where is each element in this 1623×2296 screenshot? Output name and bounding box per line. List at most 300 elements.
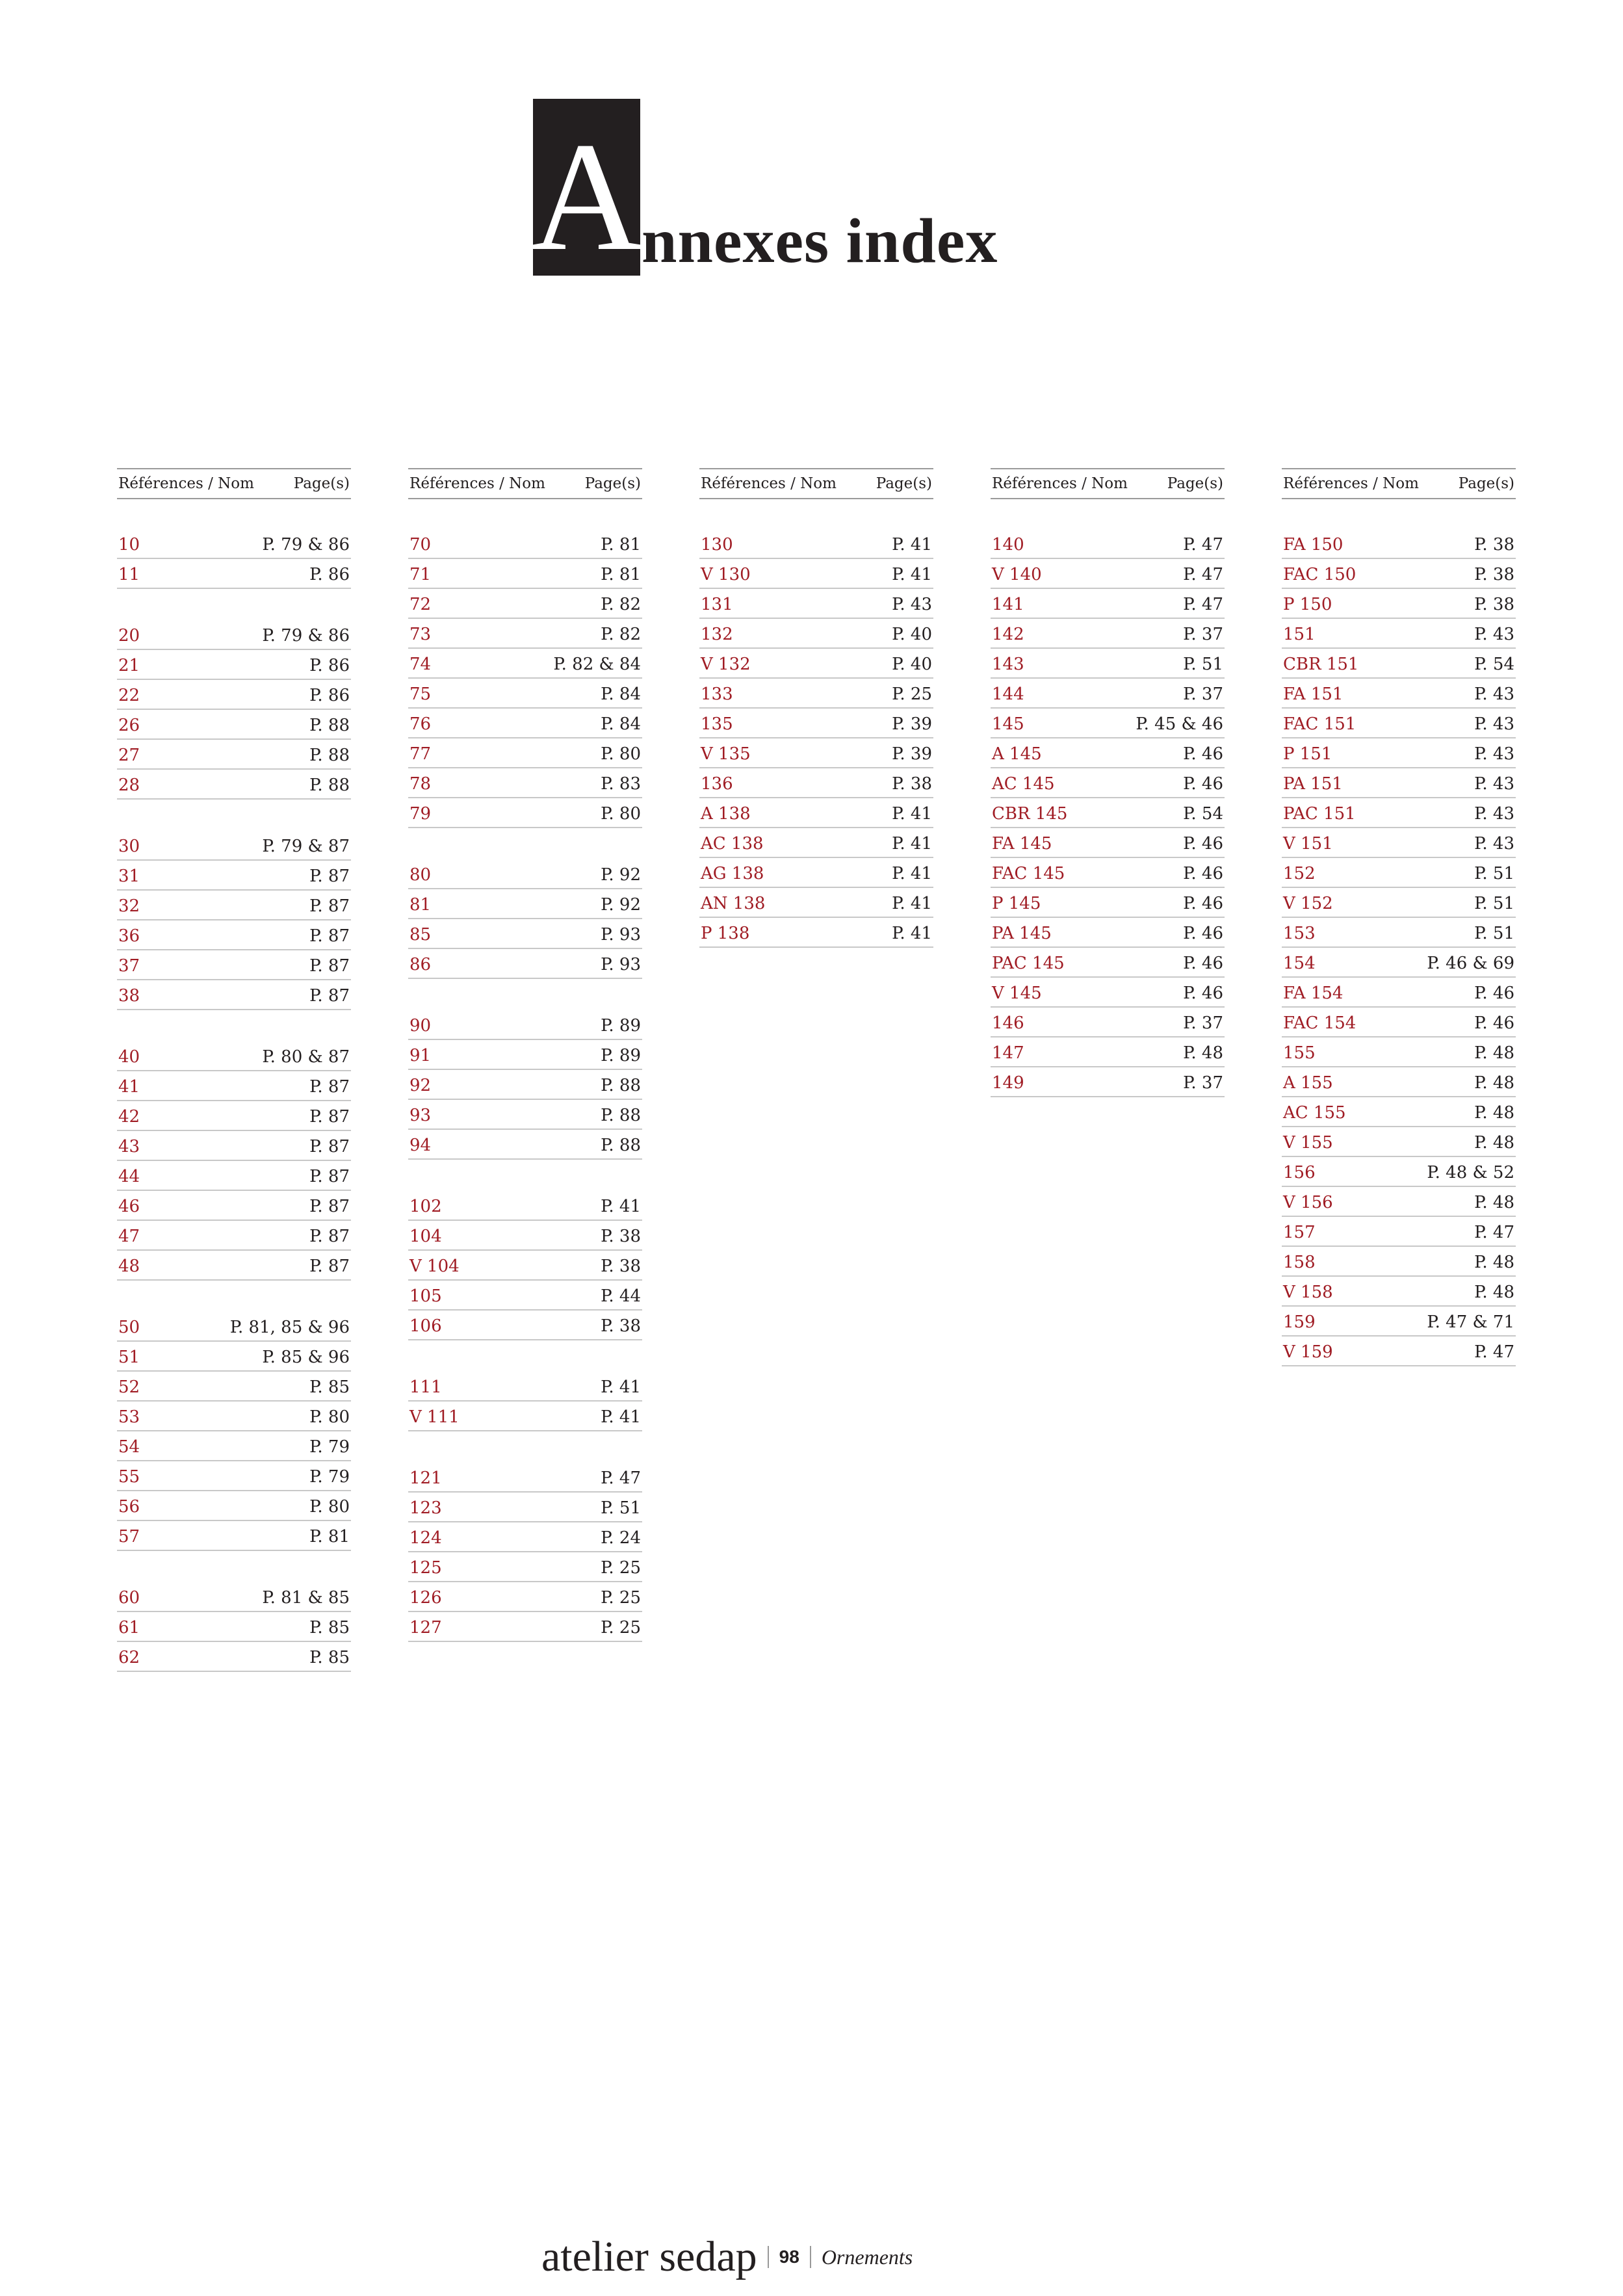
page-ref: P. 38 (892, 774, 932, 794)
reference: 55 (118, 1467, 140, 1487)
page-ref: P. 82 (601, 625, 641, 644)
index-row (1282, 918, 1516, 948)
index-row (1282, 828, 1516, 858)
reference: 57 (118, 1527, 140, 1546)
index-row (117, 1191, 351, 1221)
footer-page-number: 98 (779, 2247, 799, 2267)
page-ref: P. 45 & 46 (1136, 714, 1223, 734)
page-ref: P. 46 (1183, 984, 1223, 1003)
page-ref: P. 82 (601, 595, 641, 614)
page-ref: P. 41 (601, 1377, 641, 1397)
reference: 80 (409, 865, 432, 885)
index-row (408, 1372, 642, 1402)
reference: P 151 (1283, 744, 1332, 764)
reference: 60 (118, 1588, 140, 1608)
index-row (408, 1191, 642, 1221)
header-page-label: Page(s) (293, 475, 350, 492)
page-ref: P. 43 (1474, 774, 1514, 794)
index-row (991, 738, 1225, 768)
index-row (117, 1612, 351, 1642)
index-row (117, 1491, 351, 1521)
index-row (991, 888, 1225, 918)
header-page-label: Page(s) (1167, 475, 1223, 492)
index-row (117, 920, 351, 950)
page-ref: P. 88 (601, 1106, 641, 1125)
reference: 75 (409, 685, 432, 704)
page-ref: P. 51 (1474, 864, 1514, 883)
reference: 102 (409, 1197, 442, 1216)
index-row (1282, 738, 1516, 768)
index-row (408, 1612, 642, 1642)
page-ref: P. 47 (1474, 1342, 1514, 1362)
index-row (1282, 1037, 1516, 1067)
index-row (991, 1008, 1225, 1037)
index-row (117, 1101, 351, 1131)
index-row (699, 918, 933, 948)
index-rows (699, 529, 933, 948)
page-ref: P. 41 (892, 924, 932, 943)
page-ref: P. 87 (309, 956, 350, 976)
index-row (1282, 798, 1516, 828)
reference: 140 (992, 535, 1024, 554)
reference: AC 155 (1283, 1103, 1346, 1123)
page-ref: P. 48 (1474, 1043, 1514, 1063)
index-row (699, 649, 933, 679)
reference: V 155 (1283, 1133, 1333, 1153)
reference: 43 (118, 1137, 140, 1156)
page-title (530, 99, 998, 283)
page-ref: P. 41 (601, 1197, 641, 1216)
reference: 124 (409, 1528, 442, 1548)
reference: AN 138 (701, 894, 766, 913)
page-ref: P. 46 (1183, 954, 1223, 973)
reference: V 140 (992, 565, 1042, 584)
index-row (408, 1311, 642, 1340)
reference: 51 (118, 1348, 140, 1367)
index-row (117, 740, 351, 770)
page-ref: P. 88 (309, 746, 350, 765)
reference: 147 (992, 1043, 1024, 1063)
reference: 53 (118, 1407, 140, 1427)
index-row (991, 1067, 1225, 1097)
reference: 79 (409, 804, 432, 824)
index-row (117, 891, 351, 920)
index-row (117, 1312, 351, 1342)
reference: 105 (409, 1286, 442, 1306)
reference: 125 (409, 1558, 442, 1578)
reference: 30 (118, 837, 140, 856)
index-row (117, 861, 351, 891)
reference: 144 (992, 685, 1024, 704)
reference: 81 (409, 895, 432, 915)
page-ref: P. 79 (309, 1467, 350, 1487)
page-ref: P. 93 (601, 955, 641, 974)
footer-section: Ornements (821, 2245, 913, 2269)
page-ref: P. 89 (601, 1016, 641, 1036)
index-row (408, 649, 642, 679)
page-ref: P. 41 (892, 565, 932, 584)
page-ref: P. 81 (309, 1527, 350, 1546)
footer-brand: atelier sedap (541, 2233, 757, 2280)
reference: V 130 (701, 565, 751, 584)
page-ref: P. 48 & 52 (1427, 1163, 1514, 1182)
page-ref: P. 48 (1474, 1133, 1514, 1153)
index-row (117, 980, 351, 1010)
header-ref-label: Références / Nom (992, 475, 1128, 492)
reference: 32 (118, 896, 140, 916)
reference: 70 (409, 535, 432, 554)
reference: 126 (409, 1588, 442, 1608)
reference: FAC 154 (1283, 1013, 1357, 1033)
reference: 76 (409, 714, 432, 734)
page-ref: P. 54 (1474, 655, 1514, 674)
page-ref: P. 83 (601, 774, 641, 794)
index-row (1282, 649, 1516, 679)
page-ref: P. 46 (1183, 744, 1223, 764)
index-column (699, 468, 933, 948)
page-ref: P. 48 (1474, 1073, 1514, 1093)
index-row (991, 649, 1225, 679)
index-row (991, 978, 1225, 1008)
page-ref: P. 40 (892, 655, 932, 674)
page-ref: P. 43 (1474, 804, 1514, 824)
reference: 72 (409, 595, 432, 614)
index-row (117, 559, 351, 589)
index-row (1282, 1097, 1516, 1127)
index-row (991, 798, 1225, 828)
column-header (117, 468, 351, 499)
index-row (699, 679, 933, 709)
index-row (408, 768, 642, 798)
title-rest: nnexes index (642, 206, 998, 276)
reference: 104 (409, 1227, 442, 1246)
reference: 20 (118, 626, 140, 646)
page-ref: P. 48 (1474, 1103, 1514, 1123)
reference: 133 (701, 685, 733, 704)
index-row (991, 529, 1225, 559)
page-ref: P. 79 & 86 (262, 535, 350, 554)
reference: 52 (118, 1377, 140, 1397)
page-ref: P. 41 (892, 804, 932, 824)
reference: 77 (409, 744, 432, 764)
page-ref: P. 79 & 87 (262, 837, 350, 856)
page-ref: P. 86 (309, 686, 350, 705)
reference: 56 (118, 1497, 140, 1517)
page-ref: P. 47 & 71 (1427, 1312, 1514, 1332)
reference: FA 154 (1283, 984, 1344, 1003)
index-row (117, 1131, 351, 1161)
index-row (408, 1221, 642, 1251)
group-gap (408, 1431, 642, 1463)
page-ref: P. 40 (892, 625, 932, 644)
index-row (1282, 1187, 1516, 1217)
index-row (408, 1402, 642, 1431)
page-ref: P. 46 (1183, 894, 1223, 913)
page-ref: P. 38 (1474, 535, 1514, 554)
page-ref: P. 43 (1474, 714, 1514, 734)
reference: 158 (1283, 1253, 1316, 1272)
page-ref: P. 82 & 84 (553, 655, 641, 674)
index-row (408, 679, 642, 709)
index-row (117, 1221, 351, 1251)
page-ref: P. 87 (309, 867, 350, 886)
group-gap (408, 1160, 642, 1191)
reference: 38 (118, 986, 140, 1006)
page-ref: P. 88 (601, 1136, 641, 1155)
page-ref: P. 47 (601, 1468, 641, 1488)
index-row (408, 1070, 642, 1100)
index-row (117, 1521, 351, 1551)
page-ref: P. 81 (601, 565, 641, 584)
reference: CBR 145 (992, 804, 1068, 824)
reference: 73 (409, 625, 432, 644)
reference: 151 (1283, 625, 1316, 644)
index-row (408, 1522, 642, 1552)
page-ref: P. 79 (309, 1437, 350, 1457)
index-row (408, 1281, 642, 1311)
reference: 111 (409, 1377, 442, 1397)
index-row (699, 619, 933, 649)
index-row (117, 529, 351, 559)
reference: 153 (1283, 924, 1316, 943)
index-row (408, 919, 642, 949)
reference: 92 (409, 1076, 432, 1095)
reference: 136 (701, 774, 733, 794)
reference: P 138 (701, 924, 750, 943)
reference: 149 (992, 1073, 1024, 1093)
reference: FA 151 (1283, 685, 1344, 704)
index-row (117, 770, 351, 800)
reference: 135 (701, 714, 733, 734)
page-ref: P. 46 (1183, 834, 1223, 854)
reference: FA 150 (1283, 535, 1344, 554)
page-ref: P. 51 (1474, 894, 1514, 913)
index-row (408, 1582, 642, 1612)
index-row (1282, 978, 1516, 1008)
index-row (117, 1642, 351, 1672)
reference: 50 (118, 1318, 140, 1337)
page-ref: P. 81 & 85 (262, 1588, 350, 1608)
header-page-label: Page(s) (1458, 475, 1514, 492)
reference: PA 145 (992, 924, 1052, 943)
index-rows (1282, 529, 1516, 1366)
reference: 40 (118, 1047, 140, 1067)
index-row (699, 858, 933, 888)
page-ref: P. 51 (1474, 924, 1514, 943)
page-ref: P. 88 (601, 1076, 641, 1095)
index-row (408, 1130, 642, 1160)
page-ref: P. 88 (309, 716, 350, 735)
page-ref: P. 46 (1474, 984, 1514, 1003)
page-ref: P. 46 (1474, 1013, 1514, 1033)
index-row (117, 1582, 351, 1612)
index-row (1282, 1127, 1516, 1157)
reference: 22 (118, 686, 140, 705)
page-ref: P. 86 (309, 656, 350, 675)
index-row (117, 1431, 351, 1461)
reference: 62 (118, 1648, 140, 1667)
reference: 41 (118, 1077, 140, 1097)
index-column (408, 468, 642, 1642)
index-row (408, 709, 642, 738)
reference: V 132 (701, 655, 751, 674)
reference: A 155 (1283, 1073, 1333, 1093)
index-row (1282, 529, 1516, 559)
reference: PA 151 (1283, 774, 1343, 794)
index-row (699, 798, 933, 828)
column-header (1282, 468, 1516, 499)
index-row (408, 1251, 642, 1281)
page-ref: P. 41 (892, 864, 932, 883)
page-ref: P. 37 (1183, 625, 1223, 644)
reference: 44 (118, 1167, 140, 1186)
reference: 123 (409, 1498, 442, 1518)
index-row (991, 619, 1225, 649)
page-ref: P. 43 (892, 595, 932, 614)
page-ref: P. 85 (309, 1648, 350, 1667)
page-ref: P. 85 & 96 (262, 1348, 350, 1367)
page-ref: P. 87 (309, 986, 350, 1006)
page-ref: P. 80 (601, 744, 641, 764)
reference: V 104 (409, 1257, 460, 1276)
header-ref-label: Références / Nom (701, 475, 837, 492)
column-header (991, 468, 1225, 499)
group-gap (117, 1551, 351, 1582)
reference: 21 (118, 656, 140, 675)
index-row (1282, 1217, 1516, 1247)
footer-separator (768, 2246, 769, 2268)
reference: 94 (409, 1136, 432, 1155)
reference: 26 (118, 716, 140, 735)
index-row (408, 529, 642, 559)
group-gap (408, 1340, 642, 1372)
index-row (408, 738, 642, 768)
page-ref: P. 38 (601, 1227, 641, 1246)
page-ref: P. 81 (601, 535, 641, 554)
index-row (408, 798, 642, 828)
index-row (1282, 679, 1516, 709)
header-ref-label: Références / Nom (118, 475, 254, 492)
reference: V 158 (1283, 1283, 1333, 1302)
page-ref: P. 89 (601, 1046, 641, 1065)
index-row (699, 709, 933, 738)
index-row (408, 1010, 642, 1040)
group-gap (408, 828, 642, 859)
page-ref: P. 85 (309, 1618, 350, 1637)
page-ref: P. 44 (601, 1286, 641, 1306)
page-ref: P. 51 (601, 1498, 641, 1518)
index-row (117, 1342, 351, 1372)
index-column (117, 468, 351, 1672)
page-ref: P. 48 (1474, 1283, 1514, 1302)
reference: 93 (409, 1106, 432, 1125)
index-row (117, 680, 351, 710)
index-row (699, 768, 933, 798)
page-ref: P. 41 (892, 535, 932, 554)
reference: 10 (118, 535, 140, 554)
reference: 145 (992, 714, 1024, 734)
reference: 42 (118, 1107, 140, 1127)
page-ref: P. 85 (309, 1377, 350, 1397)
index-column (991, 468, 1225, 1097)
page-ref: P. 84 (601, 714, 641, 734)
header-page-label: Page(s) (584, 475, 641, 492)
index-row (1282, 948, 1516, 978)
index-row (1282, 1008, 1516, 1037)
group-gap (408, 979, 642, 1010)
reference: FAC 150 (1283, 565, 1357, 584)
reference: 48 (118, 1257, 140, 1276)
reference: 54 (118, 1437, 140, 1457)
reference: 132 (701, 625, 733, 644)
reference: 90 (409, 1016, 432, 1036)
index-row (1282, 1067, 1516, 1097)
footer-separator (810, 2246, 811, 2268)
page-ref: P. 48 (1183, 1043, 1223, 1063)
page-ref: P. 47 (1183, 565, 1223, 584)
index-row (117, 710, 351, 740)
index-row (1282, 768, 1516, 798)
reference: 152 (1283, 864, 1316, 883)
column-header (408, 468, 642, 499)
index-row (408, 619, 642, 649)
index-row (991, 1037, 1225, 1067)
reference: FA 145 (992, 834, 1052, 854)
reference: 131 (701, 595, 733, 614)
reference: 130 (701, 535, 733, 554)
page-ref: P. 46 (1183, 924, 1223, 943)
reference: PAC 151 (1283, 804, 1356, 824)
header-ref-label: Références / Nom (1283, 475, 1419, 492)
page-ref: P. 41 (892, 834, 932, 854)
reference: V 152 (1283, 894, 1333, 913)
reference: 143 (992, 655, 1024, 674)
reference: V 111 (409, 1407, 460, 1427)
page-ref: P. 38 (601, 1316, 641, 1336)
reference: 86 (409, 955, 432, 974)
reference: 121 (409, 1468, 442, 1488)
index-row (991, 858, 1225, 888)
page-ref: P. 87 (309, 1257, 350, 1276)
reference: V 151 (1283, 834, 1333, 854)
page-ref: P. 37 (1183, 685, 1223, 704)
reference: A 145 (992, 744, 1042, 764)
index-row (991, 948, 1225, 978)
index-row (699, 559, 933, 589)
index-row (117, 1402, 351, 1431)
reference: V 156 (1283, 1193, 1333, 1212)
page-ref: P. 25 (601, 1558, 641, 1578)
index-row (408, 589, 642, 619)
index-row (408, 859, 642, 889)
page-ref: P. 87 (309, 1197, 350, 1216)
index-row (408, 949, 642, 979)
page-ref: P. 25 (601, 1588, 641, 1608)
reference: 157 (1283, 1223, 1316, 1242)
reference: V 145 (992, 984, 1042, 1003)
page-ref: P. 80 (601, 804, 641, 824)
reference: V 159 (1283, 1342, 1333, 1362)
index-row (1282, 1247, 1516, 1277)
page-ref: P. 92 (601, 895, 641, 915)
index-row (408, 1493, 642, 1522)
page-ref: P. 87 (309, 1167, 350, 1186)
page-ref: P. 43 (1474, 834, 1514, 854)
page-ref: P. 46 (1183, 864, 1223, 883)
page-ref: P. 43 (1474, 685, 1514, 704)
page-ref: P. 37 (1183, 1073, 1223, 1093)
page-ref: P. 87 (309, 896, 350, 916)
